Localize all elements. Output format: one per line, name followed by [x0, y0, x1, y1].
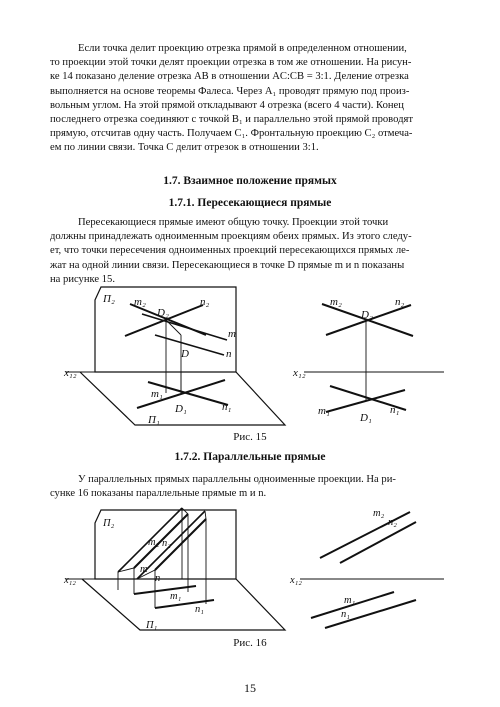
fig15-label-d: D — [181, 348, 189, 360]
figure-16-labels — [63, 508, 397, 631]
fig16-line-m1 — [134, 586, 196, 594]
fig15-label-x12: x₁₂ — [64, 367, 77, 379]
para2-line: должны принадлежать одноименным проекциям обеих прямых. Из этого следу- — [50, 231, 412, 243]
intro-line: прямую, отсчитав одну часть. Получаем C₁. Фронтальную проекцию C₂ отмеча- — [50, 128, 413, 140]
fig15-label-m1: m₁ — [151, 388, 163, 400]
fig15-right-label-d1: D₁ — [360, 412, 372, 424]
fig15-label-d2: D₂ — [157, 307, 169, 319]
fig15-label-n1: n₁ — [222, 401, 232, 413]
fig16-right-label-x12: x₁₂ — [290, 575, 302, 586]
fig16-right-label-n1: n₁ — [341, 609, 350, 620]
fig15-label-d1: D₁ — [175, 403, 187, 415]
subsection-title-intersecting: 1.7.1. Пересекающиеся прямые — [168, 197, 332, 209]
fig16-right-label-m1: m₁ — [344, 595, 356, 606]
intro-line: вольным углом. На этой прямой откладывают 4 отрезка (всего 4 части). Конец — [50, 99, 404, 111]
para2-line: Пересекающиеся прямые имеют общую точку. Проекции этой точки — [78, 217, 389, 228]
para3-line: У параллельных прямых параллельны одноименные проекции. На ри- — [78, 474, 396, 485]
fig15-right-label-n1: n₁ — [390, 404, 400, 416]
fig16-projection-n-end — [205, 511, 206, 604]
fig16-label-p1: П₁ — [146, 620, 158, 631]
fig16-right-label-n2: n₂ — [388, 517, 397, 528]
fig15-right-label-d2: D₂ — [361, 309, 373, 321]
figure-16-caption: Рис. 16 — [233, 637, 267, 649]
fig15-label-n2: n₂ — [200, 296, 210, 308]
fig16-label-x12: x₁₂ — [64, 575, 76, 586]
para3-line: сунке 16 показаны параллельные прямые m и n. — [50, 488, 267, 500]
subsection-title-parallel: 1.7.2. Параллельные прямые — [174, 451, 326, 463]
intro-line: ке 14 показано деление отрезка AB в отношении AC:CB = 3:1. Деление отрезка — [50, 71, 409, 83]
fig15-label-n: n — [226, 348, 232, 360]
fig16-label-m: m — [140, 564, 148, 575]
fig16-line-m2 — [134, 514, 188, 568]
fig16-label-n: n — [155, 573, 161, 584]
fig16-label-m1: m₁ — [170, 591, 182, 602]
fig15-label-m2: m₂ — [134, 296, 146, 308]
figure-15-drawing — [66, 287, 444, 425]
para2-line: на рисунке 15. — [50, 273, 115, 285]
fig15-horizontal-plane — [80, 372, 285, 425]
intro-line: выполняется на основе теоремы Фалеса. Через A₁ проводят прямую под произ- — [50, 85, 410, 97]
page-number: 15 — [244, 681, 256, 695]
para2-line: жат на одной линии связи. Пересекающиеся в точке D прямые m и n показаны — [50, 259, 405, 271]
para2-line: ет, что точки пересечения одноименных проекций пересекающихся прямых ле- — [50, 245, 410, 257]
fig16-projection-m-start — [118, 568, 134, 594]
fig15-right-label-n2: n₂ — [395, 296, 405, 308]
fig15-frontal-plane — [95, 287, 236, 372]
figure-15-caption: Рис. 15 — [233, 431, 267, 443]
fig15-right-label-m1: m₁ — [318, 405, 330, 417]
intro-line: то проекции этой точки делят проекции отрезка в том же отношении. На рисун- — [50, 57, 412, 69]
fig16-right-n1 — [325, 600, 416, 628]
fig15-label-p1: П₁ — [148, 414, 160, 426]
fig15-line-m — [142, 314, 227, 340]
fig16-line-n1 — [155, 600, 214, 608]
fig16-label-n1: n₁ — [195, 604, 204, 615]
fig16-label-p2: П₂ — [103, 518, 115, 529]
figure-15-labels — [63, 293, 405, 426]
fig15-line-n — [155, 335, 224, 355]
fig16-label-n2: n₂ — [162, 538, 171, 549]
fig16-right-label-m2: m₂ — [373, 508, 385, 519]
parallel-paragraph — [50, 473, 453, 501]
intro-line: последнего отрезка соединяют с точкой B₁ и параллельно этой прямой проводят — [50, 114, 413, 126]
fig15-right-label-x12: x₁₂ — [293, 367, 306, 379]
fig15-right-label-m2: m₂ — [330, 296, 342, 308]
intro-line: ем по линии связи. Точка C делит отрезок в отношении 3:1. — [50, 142, 319, 154]
intro-line: Если точка делит проекцию отрезка прямой в определенном отношении, — [78, 43, 407, 54]
fig15-label-p2: П₂ — [103, 293, 115, 305]
section-title: 1.7. Взаимное положение прямых — [163, 175, 337, 187]
fig15-label-m: m — [228, 328, 236, 340]
fig16-label-m2: m₂ — [148, 537, 160, 548]
